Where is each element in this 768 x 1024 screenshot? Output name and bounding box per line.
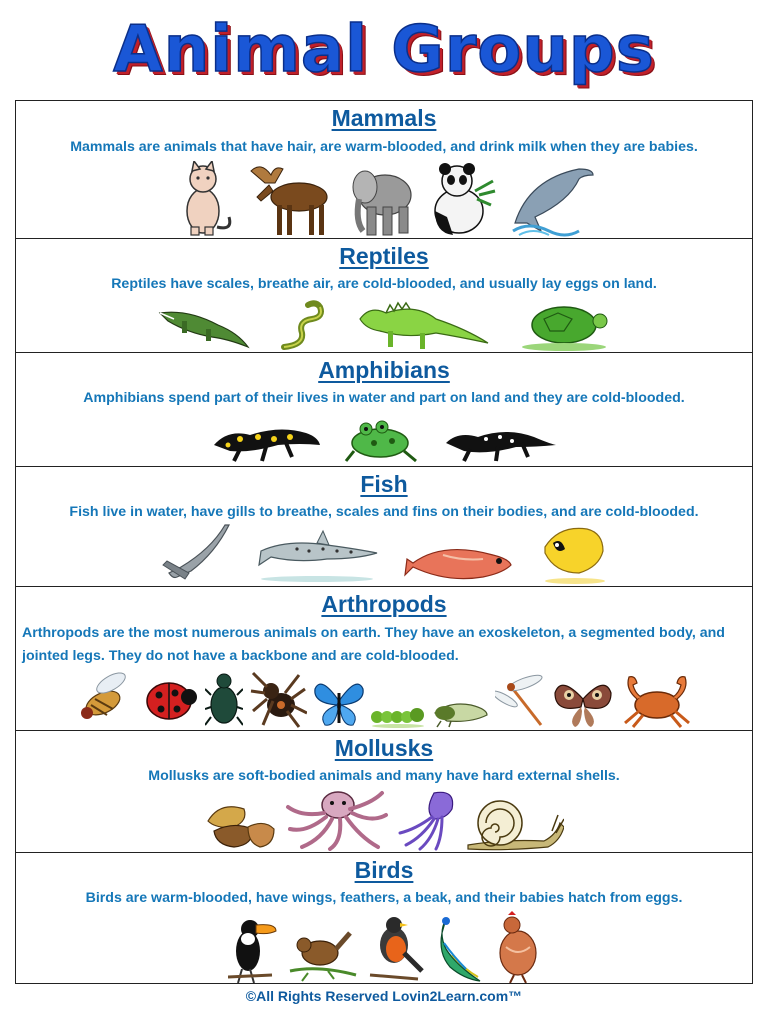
- section-description: Fish live in water, have gills to breathe, scales and fins on their bodies, and are cold-blooded.: [69, 504, 699, 520]
- red-fish-icon: [403, 535, 515, 585]
- peacock-icon: [434, 913, 484, 983]
- moth-icon: [553, 673, 613, 729]
- snake-icon: [278, 299, 328, 351]
- section-heading: Birds: [354, 857, 414, 883]
- section-heading: Mollusks: [334, 735, 434, 761]
- crocodile-icon: [158, 299, 250, 351]
- section-heading: Amphibians: [318, 357, 450, 383]
- animal-row: [16, 789, 752, 851]
- dragonfly-icon: [495, 673, 547, 729]
- cicada-icon: [431, 695, 489, 729]
- caterpillar-icon: [371, 699, 425, 729]
- octopus-icon: [282, 789, 390, 851]
- dolphin-icon: [509, 161, 595, 237]
- animal-row: [16, 411, 752, 465]
- footer-copyright: ©All Rights Reserved Lovin2Learn.com™: [245, 988, 523, 1004]
- squid-icon: [396, 789, 458, 851]
- section-heading: Arthropods: [321, 591, 447, 617]
- elephant-icon: [349, 161, 415, 237]
- section-heading: Mammals: [331, 105, 437, 131]
- tarantula-icon: [249, 669, 307, 729]
- section-mollusks: [16, 731, 752, 853]
- beetle-icon: [205, 669, 243, 729]
- animal-row: [16, 159, 752, 237]
- frog-icon: [344, 415, 420, 465]
- section-heading: Reptiles: [339, 243, 429, 269]
- section-birds: [16, 853, 752, 985]
- section-fish: [16, 467, 752, 587]
- animal-groups-chart: [15, 100, 753, 984]
- ladybug-icon: [141, 669, 199, 729]
- page-title: Animal Groups: [113, 13, 655, 87]
- hammerhead-shark-icon: [159, 523, 233, 585]
- section-description: Reptiles have scales, breathe air, are cold-blooded, and usually lay eggs on land.: [111, 276, 657, 292]
- blue-butterfly-icon: [313, 675, 365, 729]
- cat-icon: [173, 161, 235, 237]
- animal-row: [16, 911, 752, 983]
- iguana-icon: [356, 299, 490, 351]
- grouse-icon: [494, 911, 540, 983]
- panda-icon: [427, 161, 497, 237]
- section-arthropods: [16, 587, 752, 731]
- snail-icon: [464, 793, 564, 851]
- animal-row: [16, 523, 752, 585]
- newt-icon: [442, 415, 558, 465]
- crab-icon: [619, 671, 695, 729]
- section-description: Birds are warm-blooded, have wings, feathers, a beak, and their babies hatch from eggs.: [85, 890, 683, 906]
- section-mammals: [16, 101, 752, 239]
- yellow-tropical-fish-icon: [539, 523, 609, 585]
- section-amphibians: [16, 353, 752, 467]
- spotted-salamander-icon: [210, 415, 322, 465]
- section-description: Mollusks are soft-bodied animals and many have hard external shells.: [148, 768, 620, 784]
- animal-row: [16, 295, 752, 351]
- fly-icon: [73, 669, 135, 729]
- section-description: Amphibians spend part of their lives in water and part on land and they are cold-blooded.: [83, 390, 685, 406]
- turtle-icon: [518, 299, 610, 351]
- animal-row: [16, 667, 752, 729]
- section-description: Mammals are animals that have hair, are warm-blooded, and drink milk when they are babies.: [70, 139, 698, 155]
- toucan-icon: [228, 913, 278, 983]
- section-reptiles: [16, 239, 752, 353]
- clam-shells-icon: [204, 799, 276, 851]
- spotted-shark-icon: [257, 529, 379, 585]
- section-description: Arthropods are the most numerous animals on earth. They have an exoskeleton, a segmented body, and jointed legs. They do not have a backbone and are cold-blooded.: [22, 625, 725, 664]
- robin-icon: [368, 913, 424, 983]
- wren-icon: [288, 927, 358, 983]
- section-heading: Fish: [360, 471, 408, 497]
- moose-icon: [247, 161, 337, 237]
